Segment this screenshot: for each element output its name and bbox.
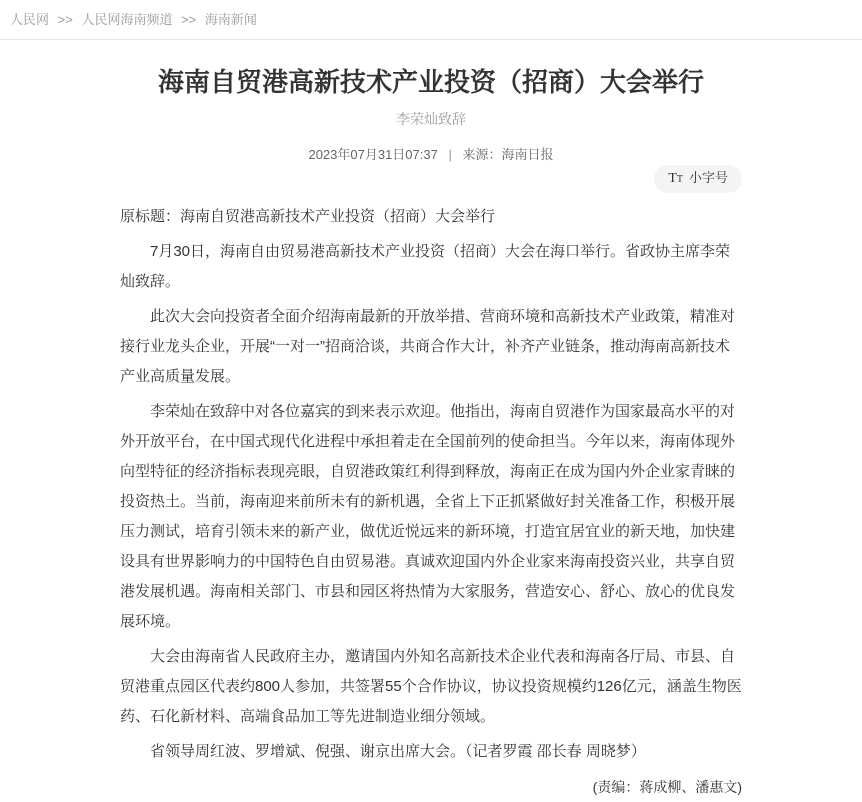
paragraph-3: 李荣灿在致辞中对各位嘉宾的到来表示欢迎。他指出，海南自贸港作为国家最高水平的对外开放平台，在中国式现代化进程中承担着走在全国前列的使命担当。今年以来，海南体现外向型特征的经济指标表现亮眼，自贸港政策红利得到释放，海南正在成为国内外企业家青睐的投资热土。当前，海南迎来前所未有的新机遇，全省上下正抓紧做好封关准备工作，积极开展压力测试，培育引领未来的新产业，做优近悦远来的新环境，打造宜居宜业的新天地，加快建设具有世界影响力的中国特色自由贸易港。真诚欢迎国内外企业家来海南投资兴业，共享自贸港发展机遇。海南相关部门、市县和园区将热情为大家服务，营造安心、舒心、放心的优良发展环境。 <box>120 403 736 630</box>
article-meta <box>120 144 742 163</box>
text-size-icon: TT <box>668 171 683 186</box>
breadcrumb-separator: >> <box>181 12 197 27</box>
breadcrumb-link-peoples-net[interactable]: 人民网 <box>10 12 50 27</box>
article-content <box>120 202 742 802</box>
meta-separator: | <box>448 147 452 162</box>
article-title: 海南自贸港高新技术产业投资（招商）大会举行 <box>157 67 704 97</box>
breadcrumb <box>0 0 862 40</box>
paragraph-5: 省领导周红波、罗增斌、倪强、谢京出席大会。（记者罗霞 邵长春 周晓梦） <box>150 743 646 760</box>
source-label: 来源： <box>462 147 502 162</box>
publish-datetime: 2023年07月31日07:37 <box>308 147 438 162</box>
article <box>120 66 742 802</box>
article-byline: 李荣灿致辞 <box>396 111 466 127</box>
breadcrumb-link-hainan-news[interactable]: 海南新闻 <box>204 12 257 27</box>
breadcrumb-link-hainan-channel[interactable]: 人民网海南频道 <box>81 12 173 27</box>
font-size-button[interactable] <box>654 165 742 193</box>
original-title-line: 原标题：海南自贸港高新技术产业投资（招商）大会举行 <box>120 208 496 225</box>
source-link[interactable]: 海南日报 <box>501 147 554 162</box>
paragraph-2: 此次大会向投资者全面介绍海南最新的开放举措、营商环境和高新技术产业政策，精准对接行业龙头企业，开展“一对一”招商洽谈，共商合作大计，补齐产业链条，推动海南高新技术产业高质量发展。 <box>120 308 736 385</box>
paragraph-4: 大会由海南省人民政府主办，邀请国内外知名高新技术企业代表和海南各厅局、市县、自贸港重点园区代表约800人参加，共签署55个合作协议，协议投资规模约126亿元，涵盖生物医药、石化新材料、高端食品加工等先进制造业细分领域。 <box>120 648 742 725</box>
editors-note: (责编：蒋成柳、潘惠文) <box>592 779 742 795</box>
font-size-label: 小字号 <box>688 170 728 185</box>
paragraph-1: 7月30日，海南自由贸易港高新技术产业投资（招商）大会在海口举行。省政协主席李荣灿致辞。 <box>120 243 731 290</box>
breadcrumb-separator: >> <box>57 12 73 27</box>
font-size-toolbar <box>120 165 742 193</box>
